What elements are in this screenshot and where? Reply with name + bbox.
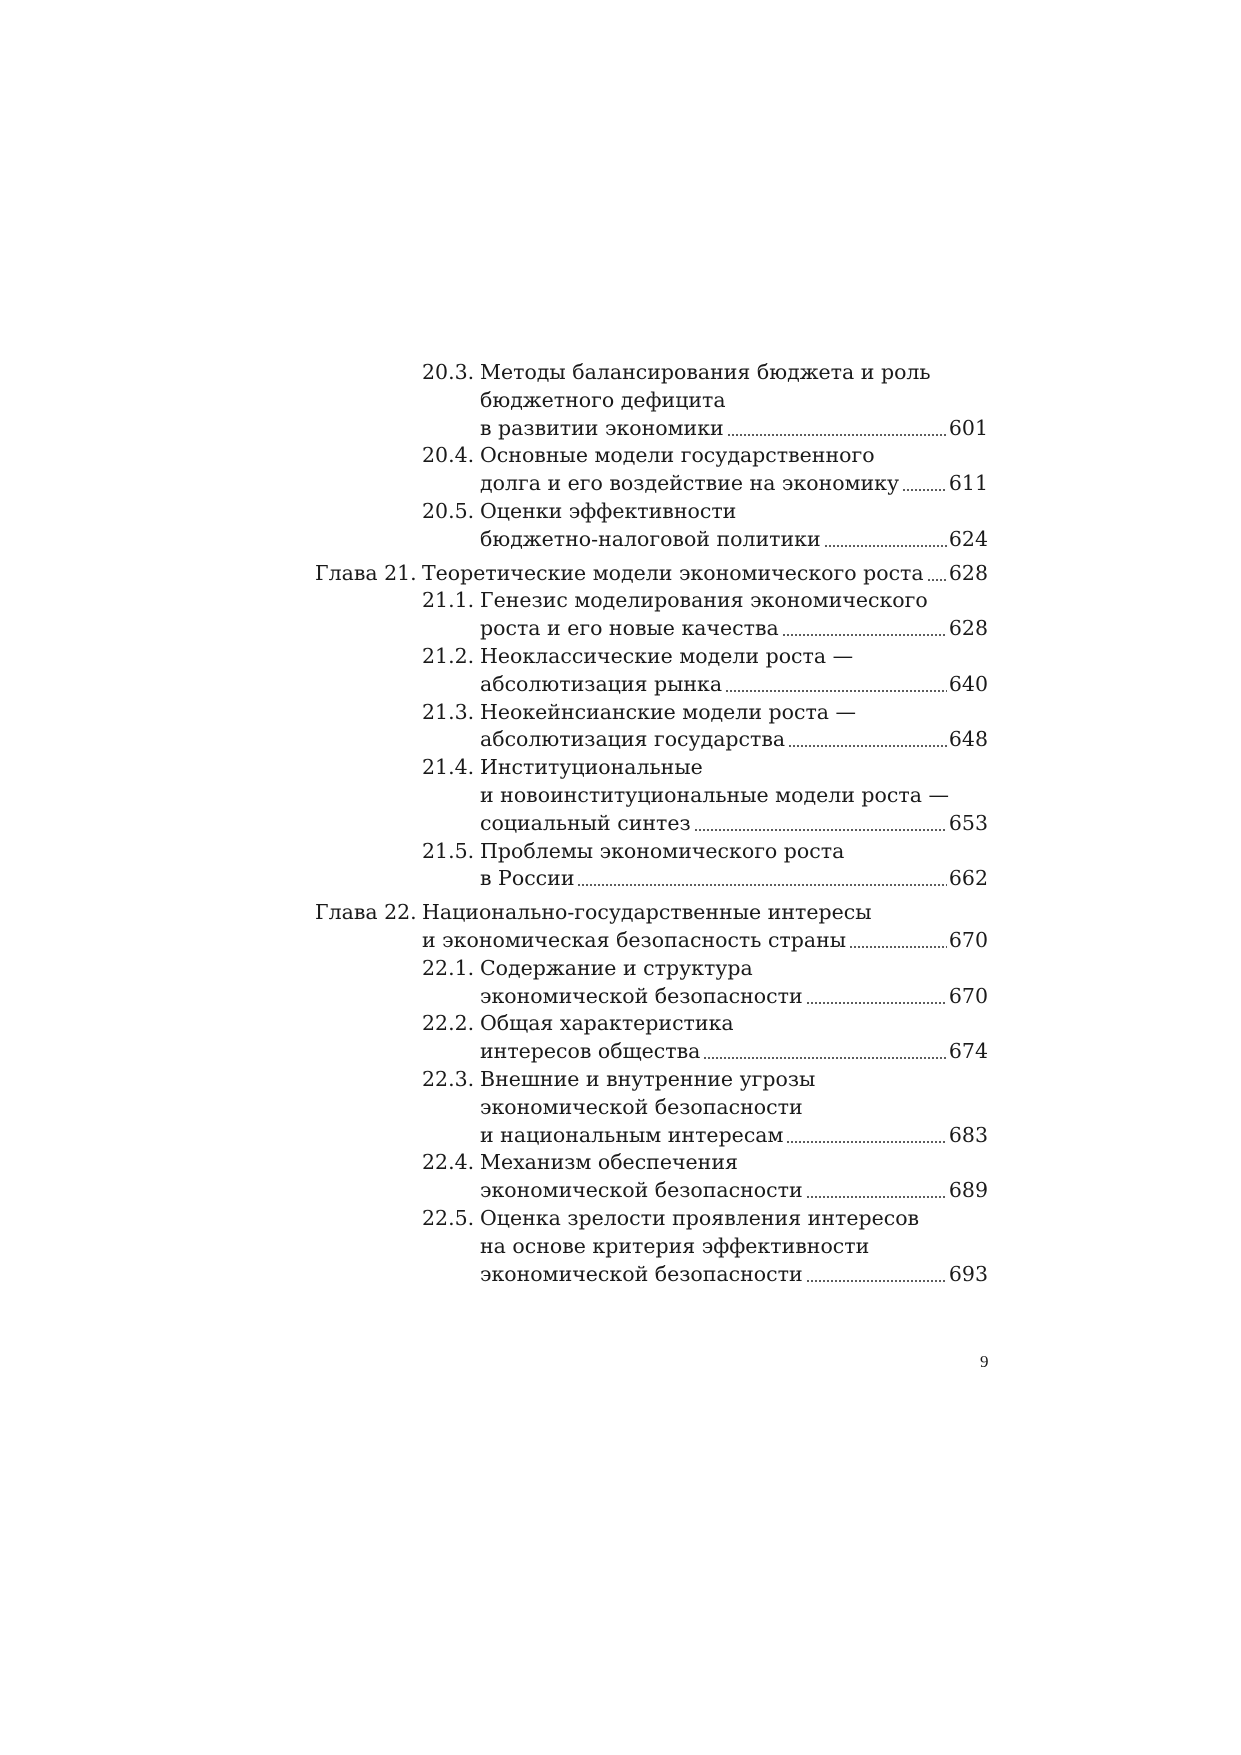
entry-title-line: роста и его новые качества [480, 616, 779, 641]
entry-title-line: Основные модели государственного [480, 443, 875, 468]
dot-leader [703, 1057, 946, 1059]
section-number: 21.3. [422, 699, 475, 724]
entry-title-line: Неокейнсианские модели роста — [480, 699, 857, 724]
entry-page-number[interactable]: 689 [948, 1178, 988, 1203]
entry-title-line: интересов общества [480, 1039, 701, 1064]
dot-leader [806, 1002, 947, 1004]
entry-title-line: на основе критерия эффективности [480, 1233, 870, 1258]
section-number: 22.1. [422, 955, 475, 980]
dot-leader [786, 1141, 946, 1143]
dot-leader [727, 434, 947, 436]
chapter-number: Глава 22. [315, 900, 417, 925]
entry-title-line: Неоклассические модели роста — [480, 644, 854, 668]
dot-leader [782, 634, 947, 636]
dot-leader [788, 745, 947, 747]
entry-title-line: Внешние и внутренние угрозы [480, 1067, 816, 1091]
entry-page-number[interactable]: 653 [948, 810, 988, 835]
entry-title-line: абсолютизация рынка [480, 671, 723, 696]
entry-title-line: бюджетно-налоговой политики [480, 526, 821, 551]
entry-page-number[interactable]: 611 [948, 471, 988, 496]
dot-leader [824, 545, 947, 547]
entry-page-number[interactable]: 628 [948, 560, 988, 585]
entry-title-line: Методы балансирования бюджета и роль [480, 360, 931, 384]
entry-title-line: Общая характеристика [480, 1011, 734, 1036]
entry-page-number[interactable]: 648 [948, 727, 988, 752]
entry-title-line: экономической безопасности [480, 1261, 803, 1286]
section-number: 20.4. [422, 443, 475, 468]
chapter-number: Глава 21. [315, 560, 417, 585]
section-number: 20.3. [422, 360, 475, 384]
entry-page-number[interactable]: 670 [948, 928, 988, 952]
entry-title-line: в России [480, 866, 575, 891]
entry-title-line: Национально-государственные интересы [422, 900, 872, 925]
entry-title-line: абсолютизация государства [480, 727, 786, 752]
dot-leader [577, 884, 946, 886]
entry-title-line: социальный синтез [480, 810, 691, 835]
entry-title-line: экономической безопасности [480, 1178, 803, 1203]
section-number: 21.2. [422, 644, 475, 668]
section-number: 21.4. [422, 755, 475, 780]
section-number: 20.5. [422, 499, 475, 523]
dot-leader [927, 579, 947, 581]
entry-page-number[interactable]: 670 [948, 983, 988, 1008]
entry-title-line: и национальным интересам [480, 1122, 784, 1147]
entry-title-line: Механизм обеспечения [480, 1150, 738, 1175]
dot-leader [725, 690, 947, 692]
section-number: 22.2. [422, 1011, 475, 1036]
section-number: 22.4. [422, 1150, 475, 1175]
dot-leader [694, 829, 947, 831]
entry-page-number[interactable]: 601 [948, 415, 988, 440]
entry-title-line: Оценка зрелости проявления интересов [480, 1206, 920, 1230]
entry-title-line: и новоинституциональные модели роста — [480, 783, 949, 807]
dot-leader [849, 946, 947, 948]
entry-title-line: в развитии экономики [480, 415, 724, 440]
section-number: 21.1. [422, 588, 475, 613]
entry-title-line: Проблемы экономического роста [480, 838, 845, 863]
entry-page-number[interactable]: 683 [948, 1122, 988, 1147]
entry-page-number[interactable]: 674 [948, 1039, 988, 1064]
entry-title-line: Оценки эффективности [480, 499, 737, 523]
entry-title-line: долга и его воздействие на экономику [480, 471, 900, 496]
entry-title-line: экономической безопасности [480, 1094, 803, 1119]
entry-title-line: экономической безопасности [480, 983, 803, 1008]
entry-page-number[interactable]: 693 [948, 1261, 988, 1286]
entry-page-number[interactable]: 640 [948, 671, 988, 696]
entry-title-line: Теоретические модели экономического роста [422, 560, 924, 585]
entry-title-line: бюджетного дефицита [480, 387, 726, 412]
entry-page-number[interactable]: 624 [948, 526, 988, 551]
section-number: 22.5. [422, 1206, 475, 1230]
entry-title-line: Содержание и структура [480, 955, 753, 980]
entry-page-number[interactable]: 628 [948, 616, 988, 641]
section-number: 21.5. [422, 838, 475, 863]
entry-title-line: и экономическая безопасность страны [422, 928, 847, 952]
entry-title-line: Институциональные [480, 755, 703, 780]
entry-title-line: Генезис моделирования экономического [480, 588, 928, 613]
dot-leader [806, 1280, 947, 1282]
entry-page-number[interactable]: 662 [948, 866, 988, 891]
dot-leader [806, 1196, 947, 1198]
section-number: 22.3. [422, 1067, 475, 1091]
page-number: 9 [980, 1352, 989, 1371]
dot-leader [902, 489, 947, 491]
